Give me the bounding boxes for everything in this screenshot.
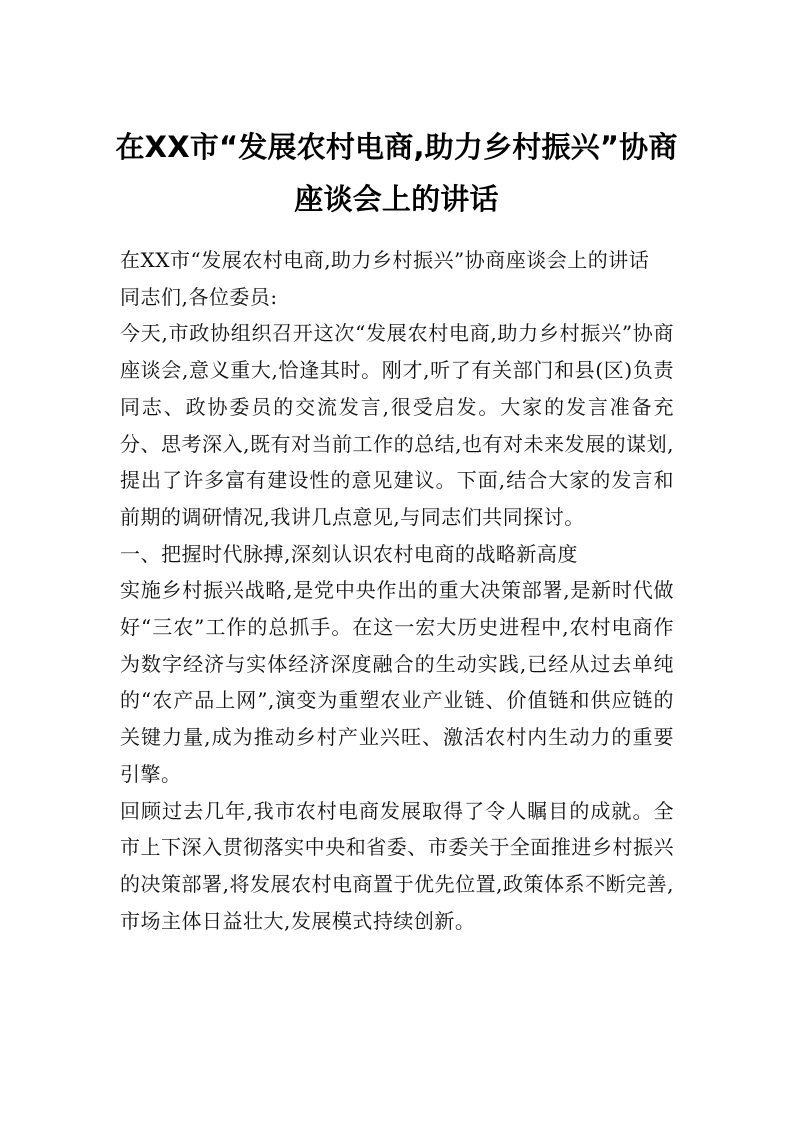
section-heading: 一、把握时代脉搏,深刻认识农村电商的战略新高度 [120, 541, 578, 566]
salutation: 同志们,各位委员: [120, 284, 278, 309]
document-title: 在XX市“发展农村电商,助力乡村振兴”协商座谈会上的讲话 [115, 130, 678, 216]
body-paragraph: 在XX市“发展农村电商,助力乡村振兴”协商座谈会上的讲话 [120, 248, 650, 272]
document-body [120, 242, 674, 939]
body-paragraph: 回顾过去几年,我市农村电商发展取得了令人瞩目的成就。全市上下深入贯彻落实中央和省委、市委关于全面推进乡村振兴的决策部署,将发展农村电商置于优先位置,政策体系不断完善,市场主体日益壮大,发展模式持续创新。 [120, 798, 674, 933]
body-paragraph: 今天,市政协组织召开这次“发展农村电商,助力乡村振兴”协商座谈会,意义重大,恰逢其时。刚才,听了有关部门和县(区)负责同志、政协委员的交流发言,很受启发。大家的发言准备充分、思考深入,既有对当前工作的总结,也有对未来发展的谋划,提出了许多富有建设性的意见建议。下面,结合大家的发言和前期的调研情况,我讲几点意见,与同志们共同探讨。 [120, 321, 674, 529]
body-paragraph: 实施乡村振兴战略,是党中央作出的重大决策部署,是新时代做好“三农”工作的总抓手。在这一宏大历史进程中,农村电商作为数字经济与实体经济深度融合的生动实践,已经从过去单纯的“农产品上网”,演变为重塑农业产业链、价值链和供应链的关键力量,成为推动乡村产业兴旺、激活农村内生动力的重要引擎。 [120, 578, 674, 786]
